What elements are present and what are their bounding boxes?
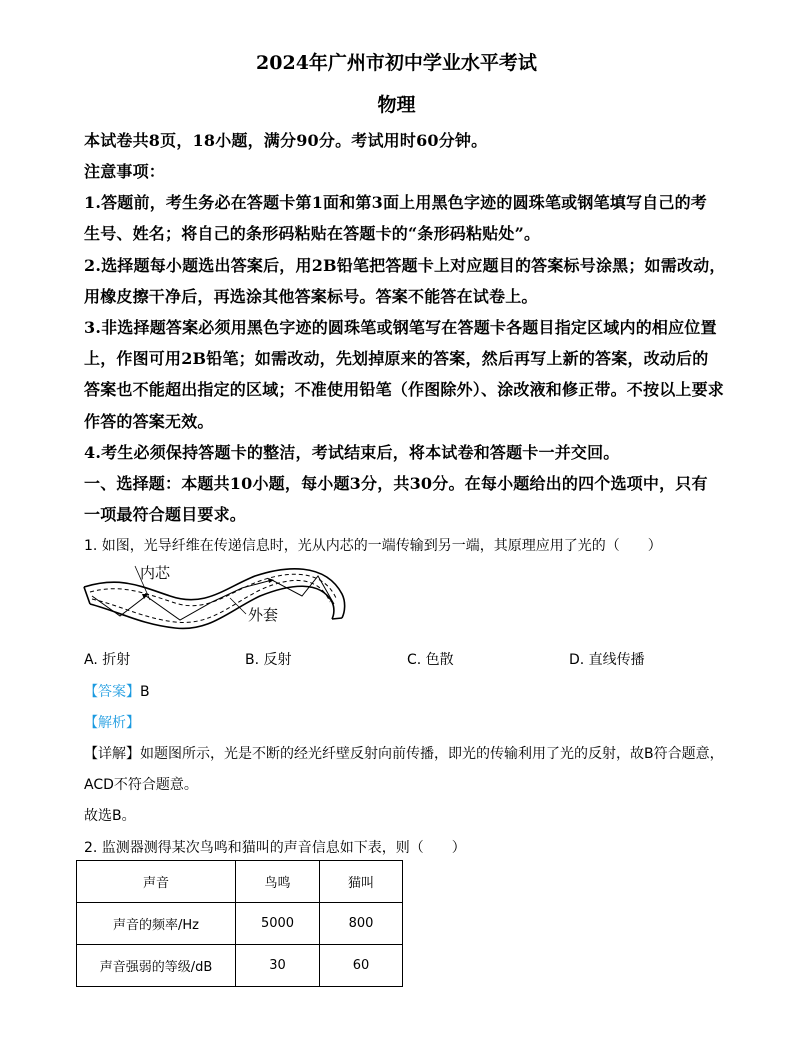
analysis-line — [84, 712, 140, 732]
section-heading: 一、选择题：本题共10小题，每小题3分，共30分。在每小题给出的四个选项中，只有 — [84, 474, 708, 493]
notice-line: 4.考生必须保持答题卡的整洁，考试结束后，将本试卷和答题卡一并交回。 — [84, 443, 620, 462]
notice-line: 生号、姓名；将自己的条形码粘贴在答题卡的“条形码粘贴处”。 — [84, 224, 541, 243]
notice-line: 3.非选择题答案必须用黑色字迹的圆珠笔或钢笔写在答题卡各题目指定区域内的相应位置 — [84, 318, 717, 337]
notice-line: 2.选择题每小题选出答案后，用2B铅笔把答题卡上对应题目的答案标号涂黑；如需改动， — [84, 256, 726, 275]
fiber-outer-top — [84, 569, 345, 618]
notice-line: 上，作图可用2B铅笔；如需改动，先划掉原来的答案，然后再写上新的答案，改动后的 — [84, 349, 709, 368]
table-cell: 5000 — [236, 903, 320, 945]
notice-line: 1.答题前，考生务必在答题卡第1面和第3面上用黑色字迹的圆珠笔或钢笔填写自己的考 — [84, 193, 707, 212]
detail-text: 如题图所示，光是不断的经光纤壁反射向前传播，即光的传输利用了光的反射，故B符合题意， — [140, 746, 724, 762]
option-d: D. 直线传播 — [569, 652, 645, 668]
sound-table — [76, 860, 403, 987]
notice-line: 用橡皮擦干净后，再选涂其他答案标号。答案不能答在试卷上。 — [84, 287, 538, 306]
exam-intro: 本试卷共8页，18小题，满分90分。考试用时60分钟。 — [84, 131, 488, 150]
table-header: 声音 — [77, 861, 236, 903]
option-b: B. 反射 — [245, 652, 292, 668]
fiber-end-right — [332, 618, 342, 619]
notice-line: 答案也不能超出指定的区域；不准使用铅笔（作图除外）、涂改液和修正带。不按以上要求 — [84, 380, 725, 399]
light-ray — [92, 576, 334, 620]
option-a: A. 折射 — [84, 652, 131, 668]
notice-title: 注意事项： — [84, 162, 166, 181]
optical-fiber-figure — [80, 558, 355, 638]
fiber-end-left — [84, 587, 90, 604]
detail-line — [84, 743, 724, 763]
table-row — [77, 861, 403, 903]
analysis-tag: 【解析】 — [84, 715, 140, 731]
detail-tag: 【详解】 — [84, 746, 140, 762]
table-cell: 声音的频率/Hz — [77, 903, 236, 945]
answer-value: B — [140, 684, 150, 700]
table-cell: 30 — [236, 945, 320, 987]
notice-line: 作答的答案无效。 — [84, 412, 214, 431]
table-row — [77, 945, 403, 987]
table-cell: 声音强弱的等级/dB — [77, 945, 236, 987]
subject-title: 物理 — [377, 94, 416, 116]
q1-stem: 1. 如图，光导纤维在传递信息时，光从内芯的一端传输到另一端，其原理应用了光的（ ） — [84, 538, 662, 554]
ray-arrow — [268, 578, 274, 583]
label-cladding: 外套 — [248, 606, 279, 624]
table-row — [77, 903, 403, 945]
fiber-outer-bottom — [90, 586, 334, 628]
table-header: 猫叫 — [320, 861, 403, 903]
conclusion-line: 故选B。 — [84, 808, 136, 824]
option-c: C. 色散 — [407, 652, 454, 668]
core-top-dashed — [90, 574, 336, 605]
section-heading: 一项最符合题目要求。 — [84, 505, 247, 524]
table-cell: 60 — [320, 945, 403, 987]
label-core: 内芯 — [140, 564, 171, 582]
answer-tag: 【答案】 — [84, 684, 140, 700]
table-header: 鸟鸣 — [236, 861, 320, 903]
table-cell: 800 — [320, 903, 403, 945]
exam-title: 2024年广州市初中学业水平考试 — [256, 52, 537, 74]
answer-line — [84, 681, 150, 701]
q2-stem: 2. 监测器测得某次鸟鸣和猫叫的声音信息如下表，则（ ） — [84, 840, 466, 856]
detail-line-2: ACD不符合题意。 — [84, 777, 198, 793]
